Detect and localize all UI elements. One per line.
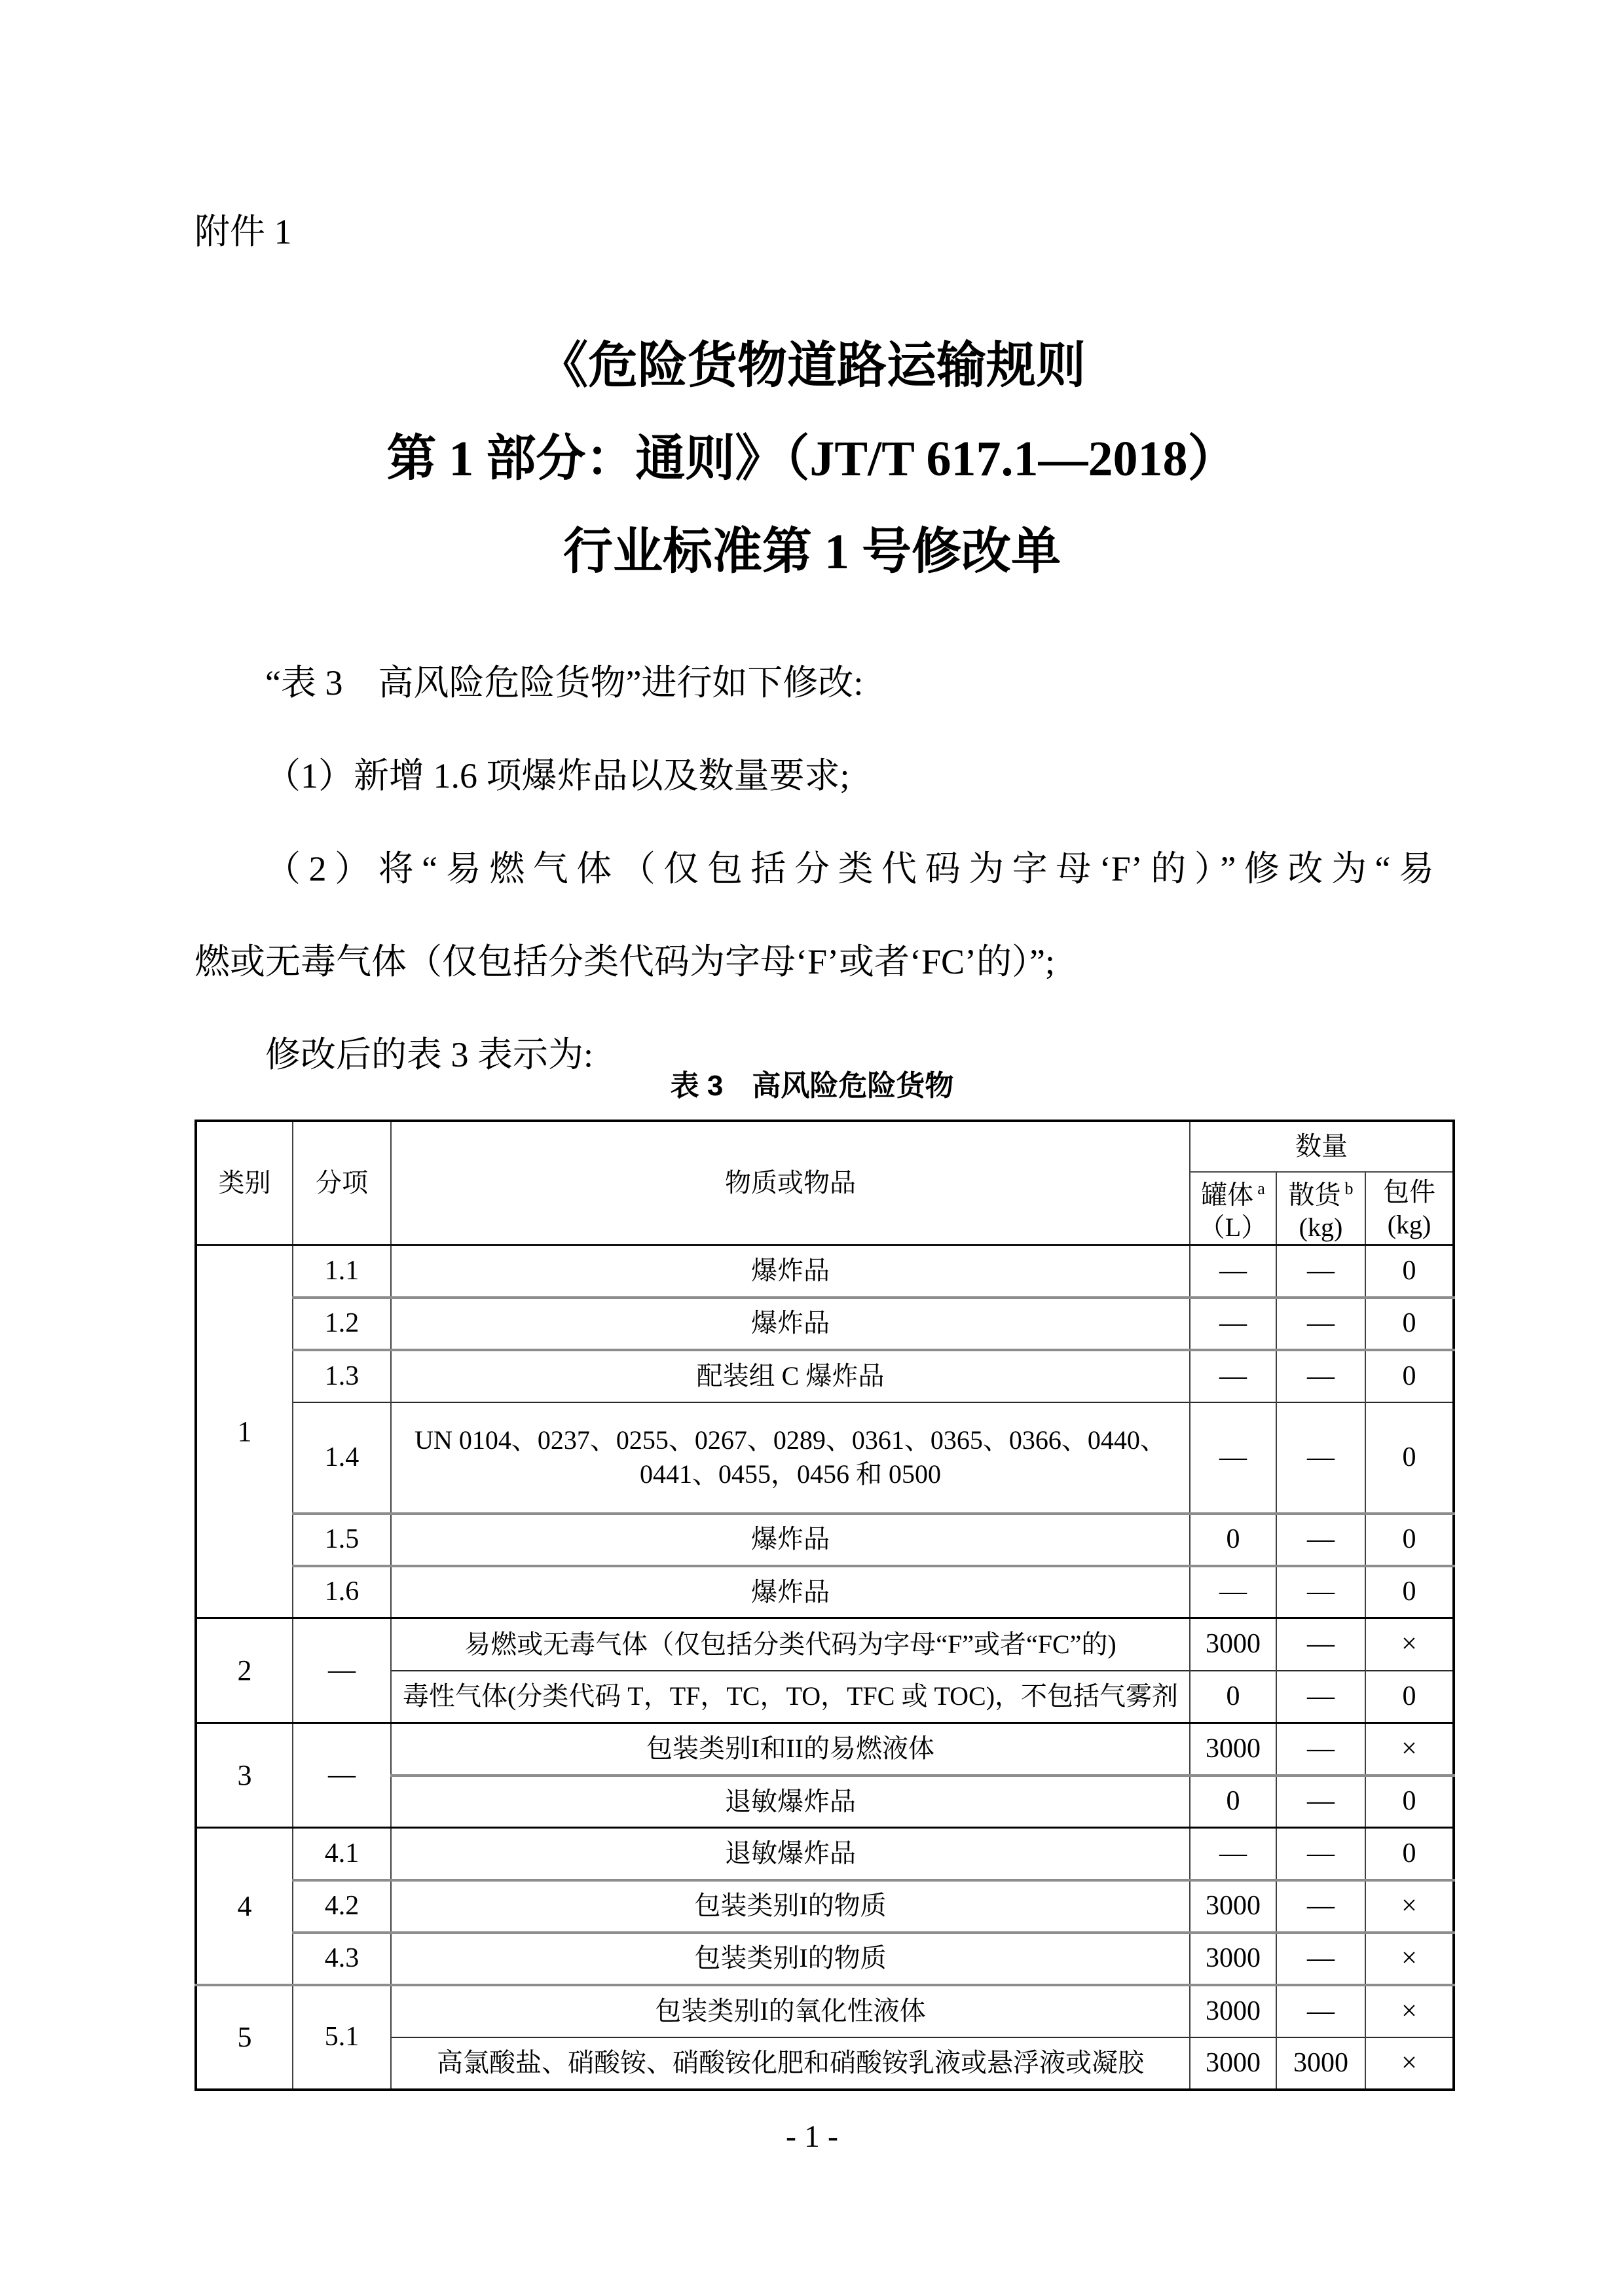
package-cell: 0 xyxy=(1365,1828,1454,1880)
tank-cell: — xyxy=(1190,1298,1276,1350)
table-row xyxy=(196,1828,1454,1880)
table-caption: 表 3 高风险危险货物 xyxy=(670,1070,954,1102)
table-header-row-1 xyxy=(196,1121,1454,1172)
subitem-cell: 1.1 xyxy=(293,1245,391,1298)
substance-cell: 配装组 C 爆炸品 xyxy=(391,1350,1190,1402)
subitem-cell: 4.1 xyxy=(293,1828,391,1880)
package-cell: 0 xyxy=(1365,1776,1454,1828)
category-cell: 2 xyxy=(196,1618,293,1723)
package-cell: 0 xyxy=(1365,1245,1454,1298)
table-row xyxy=(196,1245,1454,1298)
substance-cell: 包装类别I和II的易燃液体 xyxy=(391,1723,1190,1776)
title-line-1: 《危险货物道路运输规则 xyxy=(538,338,1086,393)
tank-cell: — xyxy=(1190,1566,1276,1618)
table-row xyxy=(196,1933,1454,1985)
body-text xyxy=(194,636,1434,1101)
substance-cell: 爆炸品 xyxy=(391,1298,1190,1350)
header-bulk-unit: (kg) xyxy=(1299,1212,1343,1243)
table-row xyxy=(196,1350,1454,1402)
package-cell: 0 xyxy=(1365,1298,1454,1350)
bulk-cell: — xyxy=(1276,1245,1365,1298)
bulk-cell: — xyxy=(1276,1828,1365,1880)
header-tank-label: 罐体 $^a$ xyxy=(1201,1179,1265,1210)
package-cell: × xyxy=(1365,2037,1454,2090)
header-subitem: 分项 xyxy=(293,1121,391,1245)
subitem-cell: 1.5 xyxy=(293,1514,391,1566)
table-row xyxy=(196,1566,1454,1618)
subitem-cell: 1.4 xyxy=(293,1402,391,1514)
bulk-cell: — xyxy=(1276,1671,1365,1723)
subitem-cell: 4.2 xyxy=(293,1880,391,1933)
bulk-cell: — xyxy=(1276,1402,1365,1514)
subitem-cell: 1.2 xyxy=(293,1298,391,1350)
substance-cell: 包装类别I的物质 xyxy=(391,1880,1190,1933)
substance-cell: 毒性气体(分类代码 T，TF，TC，TO，TFC 或 TOC)，不包括气雾剂 xyxy=(391,1671,1190,1723)
substance-cell: 退敏爆炸品 xyxy=(391,1776,1190,1828)
bulk-cell: — xyxy=(1276,1723,1365,1776)
paragraph-3-line-1: （2）将“易燃气体（仅包括分类代码为字母‘F’的）”修改为“易 xyxy=(265,849,1434,888)
substance-cell: 爆炸品 xyxy=(391,1245,1190,1298)
tank-cell: — xyxy=(1190,1350,1276,1402)
header-substance: 物质或物品 xyxy=(391,1121,1190,1245)
attachment-label: 附件 1 xyxy=(194,212,292,251)
tank-cell: 3000 xyxy=(1190,1933,1276,1985)
bulk-cell: — xyxy=(1276,1933,1365,1985)
package-cell: 0 xyxy=(1365,1671,1454,1723)
paragraph-4: 修改后的表 3 表示为: xyxy=(265,1035,594,1074)
hazmat-table xyxy=(194,1120,1455,2091)
bulk-cell: — xyxy=(1276,1566,1365,1618)
subitem-cell: — xyxy=(293,1618,391,1723)
tank-footnote-marker: a xyxy=(1257,1179,1265,1198)
title-line-3: 行业标准第 1 号修改单 xyxy=(563,524,1061,579)
table-row xyxy=(196,1514,1454,1566)
header-tank xyxy=(1190,1172,1276,1245)
bulk-footnote-marker: b xyxy=(1344,1179,1354,1198)
table-row xyxy=(196,1723,1454,1776)
tank-cell: 3000 xyxy=(1190,1618,1276,1671)
header-quantity: 数量 xyxy=(1190,1121,1454,1172)
header-bulk xyxy=(1276,1172,1365,1245)
paragraph-2: （1）新增 1.6 项爆炸品以及数量要求; xyxy=(265,756,850,795)
paragraph-1: “表 3 高风险危险货物”进行如下修改: xyxy=(265,663,864,702)
tank-cell: 0 xyxy=(1190,1776,1276,1828)
bulk-cell: — xyxy=(1276,1298,1365,1350)
tank-cell: 0 xyxy=(1190,1514,1276,1566)
substance-cell: 易燃或无毒气体（仅包括分类代码为字母“F”或者“FC”的) xyxy=(391,1618,1190,1671)
subitem-cell: 4.3 xyxy=(293,1933,391,1985)
tank-cell: 3000 xyxy=(1190,1723,1276,1776)
substance-cell: 包装类别I的氧化性液体 xyxy=(391,1985,1190,2037)
bulk-cell: — xyxy=(1276,1618,1365,1671)
package-cell: 0 xyxy=(1365,1350,1454,1402)
substance-cell: 退敏爆炸品 xyxy=(391,1828,1190,1880)
substance-cell: 高氯酸盐、硝酸铵、硝酸铵化肥和硝酸铵乳液或悬浮液或凝胶 xyxy=(391,2037,1190,2090)
header-category: 类别 xyxy=(196,1121,293,1245)
package-cell: × xyxy=(1365,1880,1454,1933)
package-cell: × xyxy=(1365,1985,1454,2037)
document-title xyxy=(0,319,1624,598)
table-row xyxy=(196,1298,1454,1350)
package-cell: 0 xyxy=(1365,1514,1454,1566)
tank-cell: 3000 xyxy=(1190,1880,1276,1933)
header-bulk-label: 散货 $^b$ xyxy=(1288,1179,1354,1210)
substance-cell: 爆炸品 xyxy=(391,1566,1190,1618)
package-cell: × xyxy=(1365,1723,1454,1776)
table-row xyxy=(196,1985,1454,2037)
paragraph-3-line-2: 燃或无毒气体（仅包括分类代码为字母‘F’或者‘FC’的）”; xyxy=(194,942,1055,981)
tank-cell: — xyxy=(1190,1828,1276,1880)
bulk-cell: — xyxy=(1276,1880,1365,1933)
table-row xyxy=(196,1618,1454,1671)
subitem-cell: 1.6 xyxy=(293,1566,391,1618)
header-package xyxy=(1365,1172,1454,1245)
substance-cell: UN 0104、0237、0255、0267、0289、0361、0365、0366、0440、0441、0455，0456 和 0500 xyxy=(391,1402,1190,1514)
subitem-cell: 1.3 xyxy=(293,1350,391,1402)
bulk-cell: 3000 xyxy=(1276,2037,1365,2090)
tank-cell: 3000 xyxy=(1190,1985,1276,2037)
category-cell: 3 xyxy=(196,1723,293,1828)
category-cell: 5 xyxy=(196,1985,293,2090)
header-package-unit: (kg) xyxy=(1387,1209,1431,1239)
subitem-cell: — xyxy=(293,1723,391,1828)
bulk-cell: — xyxy=(1276,1350,1365,1402)
tank-cell: — xyxy=(1190,1245,1276,1298)
substance-cell: 包装类别I的物质 xyxy=(391,1933,1190,1985)
bulk-cell: — xyxy=(1276,1776,1365,1828)
table-row xyxy=(196,1402,1454,1514)
package-cell: 0 xyxy=(1365,1566,1454,1618)
bulk-cell: — xyxy=(1276,1985,1365,2037)
package-cell: × xyxy=(1365,1933,1454,1985)
page-number: - 1 - xyxy=(786,2119,838,2154)
table-row xyxy=(196,1880,1454,1933)
subitem-cell: 5.1 xyxy=(293,1985,391,2090)
bulk-cell: — xyxy=(1276,1514,1365,1566)
package-cell: 0 xyxy=(1365,1402,1454,1514)
package-cell: × xyxy=(1365,1618,1454,1671)
category-cell: 1 xyxy=(196,1245,293,1618)
substance-cell: 爆炸品 xyxy=(391,1514,1190,1566)
header-tank-unit: （L） xyxy=(1198,1212,1268,1243)
tank-cell: 3000 xyxy=(1190,2037,1276,2090)
title-line-2: 第 1 部分：通则》（JT/T 617.1—2018） xyxy=(386,431,1238,486)
tank-cell: 0 xyxy=(1190,1671,1276,1723)
header-package-label: 包件 xyxy=(1383,1176,1435,1207)
tank-cell: — xyxy=(1190,1402,1276,1514)
category-cell: 4 xyxy=(196,1828,293,1985)
